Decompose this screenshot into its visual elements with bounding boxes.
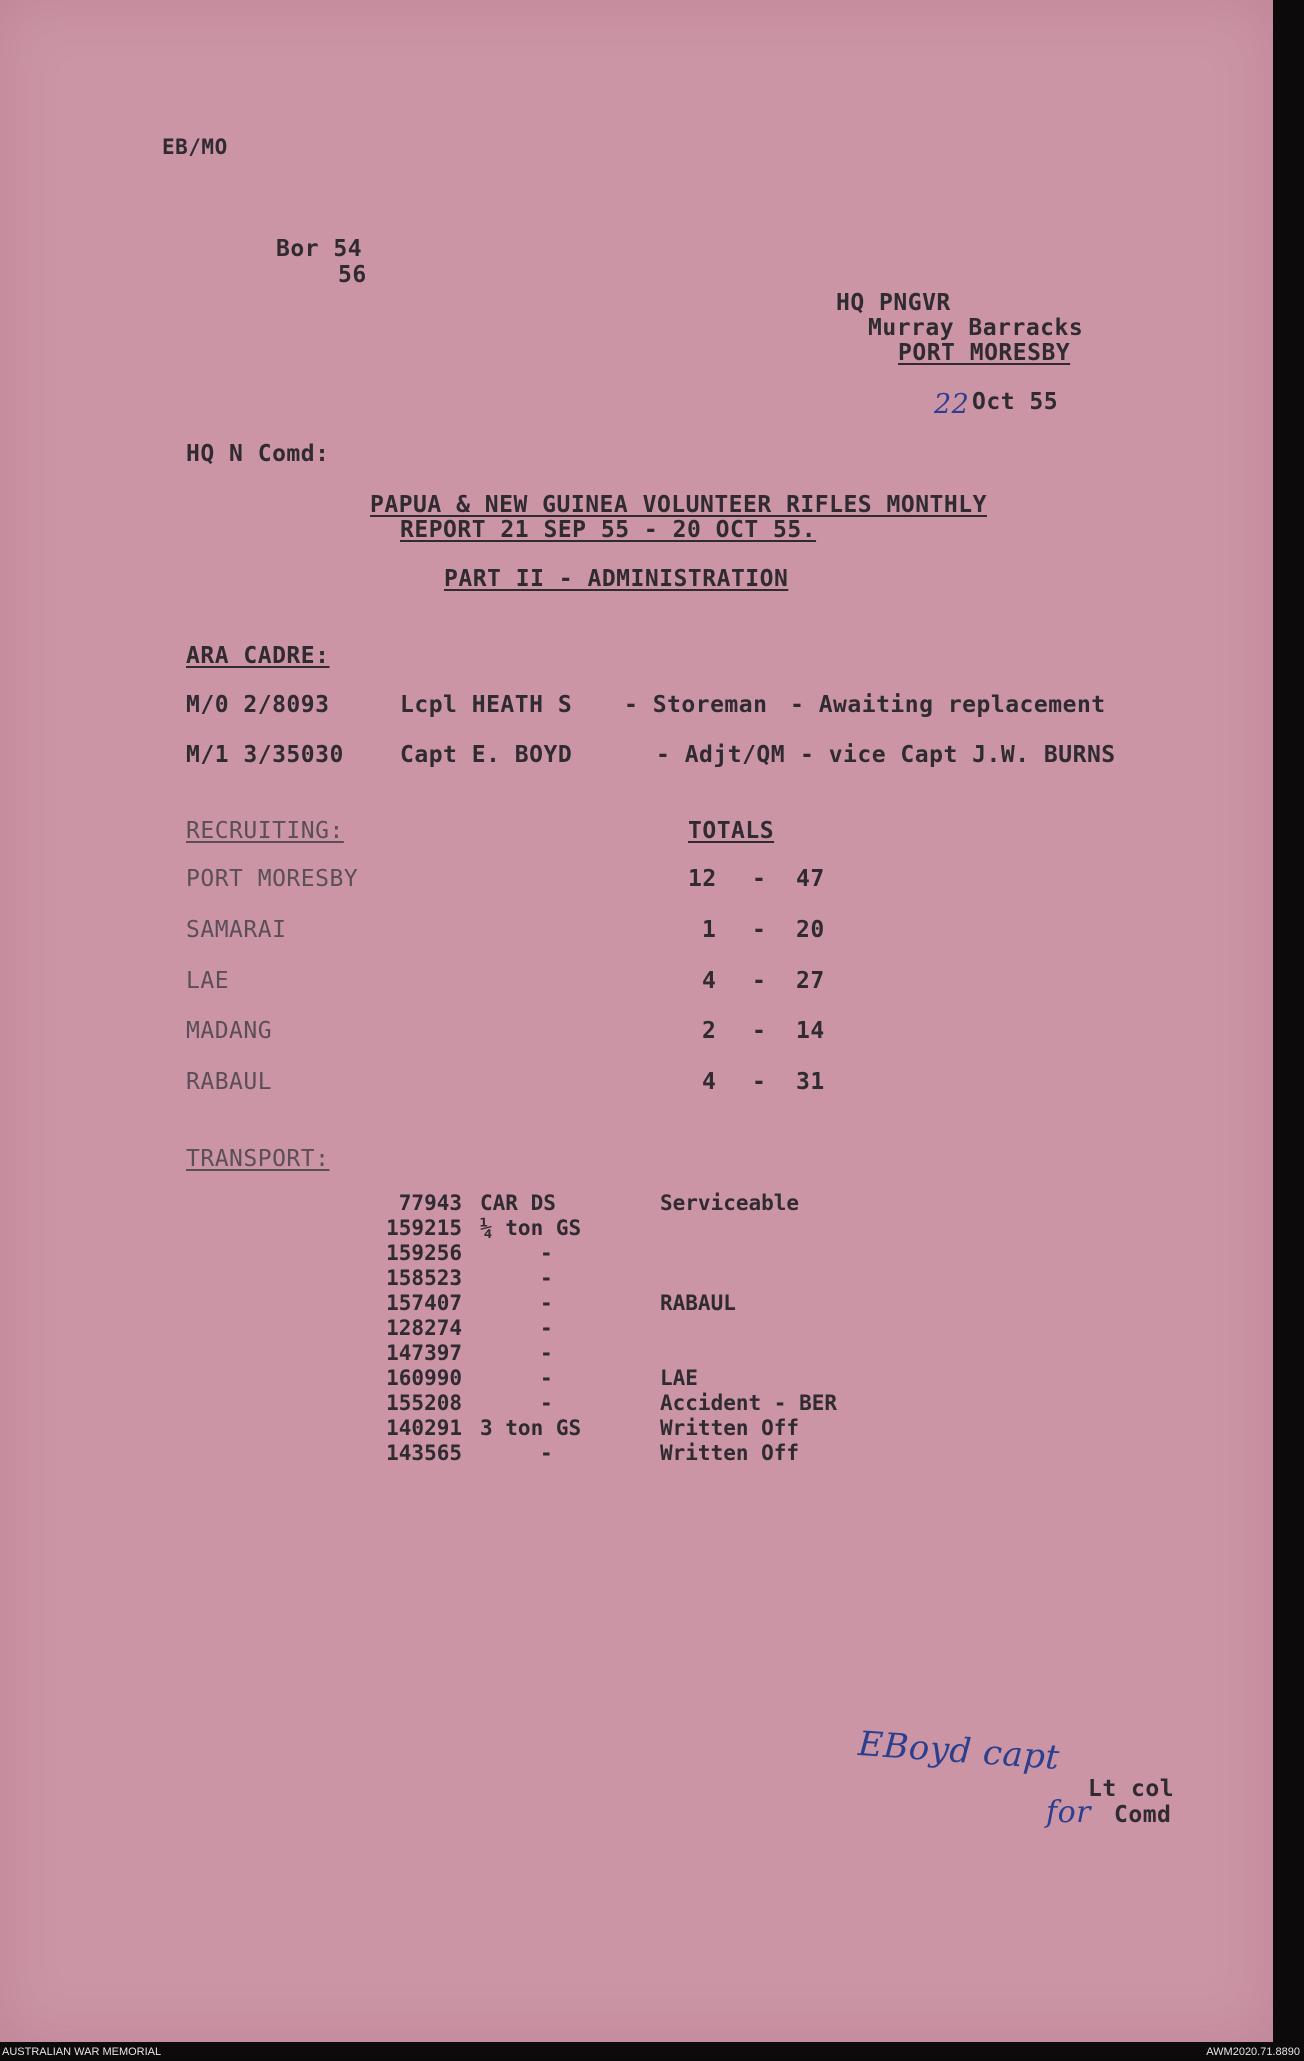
ara-cadre-2-name: Capt E. BOYD <box>400 742 573 768</box>
footer-accession-number: AWM2020.71.8890 <box>1206 2046 1300 2058</box>
vehicle-status <box>660 1240 837 1265</box>
vehicle-reg: 140291 <box>386 1415 462 1440</box>
vehicle-reg: 160990 <box>386 1365 462 1390</box>
recruiting-total-a: 1 <box>702 917 717 943</box>
vehicle-type: CAR DS <box>480 1190 556 1215</box>
ara-cadre-1-note: - Awaiting replacement <box>790 692 1106 718</box>
vehicle-type: - <box>540 1290 553 1315</box>
date-day-handwritten: 22 <box>934 389 970 420</box>
vehicle-type: - <box>540 1440 553 1465</box>
table-row <box>350 1440 837 1465</box>
addressee: HQ N Comd: <box>186 441 330 467</box>
recruiting-total-sep: - <box>752 917 767 943</box>
recruiting-total-a: 12 <box>688 866 717 892</box>
vehicle-type: - <box>540 1315 553 1340</box>
table-row <box>350 1215 837 1240</box>
table-row <box>350 1365 837 1390</box>
recruiting-total-b: 14 <box>796 1018 825 1044</box>
signatory-rank: Lt col <box>1088 1776 1175 1802</box>
recruiting-place: SAMARAI <box>186 917 287 943</box>
vehicle-status <box>660 1315 837 1340</box>
vehicle-reg: 128274 <box>386 1315 462 1340</box>
ara-cadre-1-number: M/0 2/8093 <box>186 692 330 718</box>
vehicle-type: ¼ ton GS <box>480 1215 582 1240</box>
vehicle-type: - <box>540 1240 553 1265</box>
ara-cadre-2-note: - vice Capt J.W. BURNS <box>800 742 1116 768</box>
vehicle-status: RABAUL <box>660 1290 736 1315</box>
vehicle-reg: 159256 <box>386 1240 462 1265</box>
recruiting-heading: RECRUITING: <box>186 818 344 844</box>
transport-table <box>350 1190 837 1465</box>
totals-heading: TOTALS <box>688 818 775 844</box>
recruiting-place: LAE <box>186 968 230 994</box>
vehicle-status: Accident - BER <box>660 1390 838 1415</box>
vehicle-reg: 157407 <box>386 1290 462 1315</box>
address-line-1: HQ PNGVR <box>836 290 951 316</box>
table-row <box>350 1290 837 1315</box>
handwritten-signature: EBoyd capt <box>856 1724 1061 1778</box>
ara-cadre-2-number: M/1 3/35030 <box>186 742 344 768</box>
vehicle-status: LAE <box>660 1365 698 1390</box>
report-title-line-1: PAPUA & NEW GUINEA VOLUNTEER RIFLES MONTHLY <box>370 492 987 518</box>
report-title-line-2: REPORT 21 SEP 55 - 20 OCT 55. <box>400 517 817 543</box>
vehicle-status <box>660 1340 837 1365</box>
table-row <box>350 1190 837 1215</box>
bor-reference-line-2: 56 <box>338 262 367 288</box>
recruiting-total-a: 4 <box>702 1069 717 1095</box>
vehicle-type: - <box>540 1390 553 1415</box>
ara-cadre-1-name: Lcpl HEATH S <box>400 692 573 718</box>
file-reference: EB/MO <box>162 135 228 159</box>
vehicle-reg: 155208 <box>386 1390 462 1415</box>
ara-cadre-2-role: - Adjt/QM <box>656 742 786 768</box>
table-row <box>350 1265 837 1290</box>
recruiting-total-a: 2 <box>702 1018 717 1044</box>
vehicle-status: Written Off <box>660 1440 800 1465</box>
recruiting-total-sep: - <box>752 1069 767 1095</box>
table-row <box>350 1315 837 1340</box>
recruiting-total-b: 47 <box>796 866 825 892</box>
recruiting-place: RABAUL <box>186 1069 273 1095</box>
vehicle-type: - <box>540 1265 553 1290</box>
part-heading: PART II - ADMINISTRATION <box>444 566 789 592</box>
vehicle-status <box>660 1265 837 1290</box>
vehicle-status: Written Off <box>660 1415 800 1440</box>
recruiting-total-b: 20 <box>796 917 825 943</box>
ara-cadre-heading: ARA CADRE: <box>186 643 330 669</box>
table-row <box>350 1415 837 1440</box>
vehicle-reg: 77943 <box>398 1190 462 1215</box>
vehicle-type: - <box>540 1340 553 1365</box>
signatory-title: Comd <box>1114 1802 1172 1828</box>
vehicle-reg: 147397 <box>386 1340 462 1365</box>
table-row <box>350 1240 837 1265</box>
recruiting-total-sep: - <box>752 1018 767 1044</box>
vehicle-reg: 158523 <box>386 1265 462 1290</box>
table-row <box>350 1340 837 1365</box>
date-month-year: Oct 55 <box>972 389 1059 415</box>
recruiting-total-a: 4 <box>702 968 717 994</box>
vehicle-type: 3 ton GS <box>480 1415 582 1440</box>
vehicle-reg: 143565 <box>386 1440 462 1465</box>
recruiting-total-b: 31 <box>796 1069 825 1095</box>
vehicle-type: - <box>540 1365 553 1390</box>
recruiting-place: MADANG <box>186 1018 273 1044</box>
ara-cadre-1-role: - Storeman <box>624 692 768 718</box>
vehicle-status <box>660 1215 837 1240</box>
address-line-2: Murray Barracks <box>868 315 1084 341</box>
bor-reference-line-1: Bor 54 <box>276 236 363 262</box>
vehicle-status: Serviceable <box>660 1190 800 1215</box>
address-line-3: PORT MORESBY <box>898 340 1071 366</box>
recruiting-total-sep: - <box>752 866 767 892</box>
recruiting-place: PORT MORESBY <box>186 866 359 892</box>
recruiting-total-sep: - <box>752 968 767 994</box>
transport-heading: TRANSPORT: <box>186 1146 330 1172</box>
vehicle-reg: 159215 <box>386 1215 462 1240</box>
handwritten-initials: for <box>1046 1795 1092 1830</box>
footer-institution: AUSTRALIAN WAR MEMORIAL <box>2 2046 162 2058</box>
recruiting-total-b: 27 <box>796 968 825 994</box>
table-row <box>350 1390 837 1415</box>
